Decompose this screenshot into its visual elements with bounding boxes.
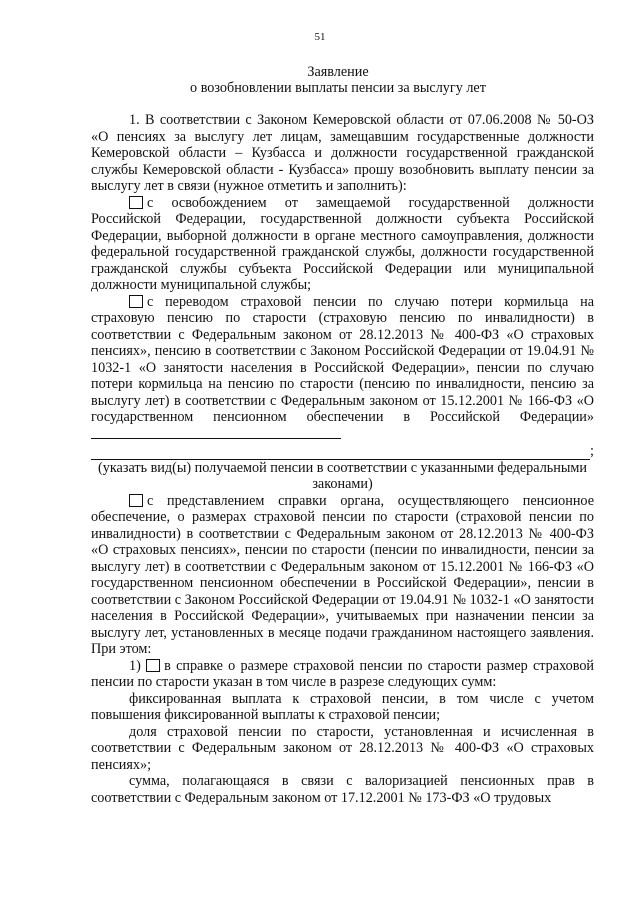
fill-in-line-inline[interactable] bbox=[91, 426, 341, 439]
option-release-text: с освобождением от замещаемой государственной должности Российской Федерации, государственной должности субъекта Российской Федерации, выборной должности в органе местного самоуправления, должности федеральной государственной гражданской службы, должности государственной гражданской службы субъекта Российской Федерации или муниципальной должности муниципальной службы; bbox=[91, 194, 594, 293]
checkbox-sub-item-1[interactable] bbox=[146, 659, 160, 672]
amount-item-insurance-share: доля страховой пенсии по старости, установленная и исчисленная в соответствии с Федеральным законом от 28.12.2013 № 400-ФЗ «О страховых пенсиях»; bbox=[91, 723, 594, 773]
fill-in-line bbox=[91, 445, 590, 460]
sub-item-1-text: в справке о размере страховой пенсии по старости размер страховой пенсии по старости указан в том числе в разрезе следующих сумм: bbox=[91, 657, 595, 690]
option-pension-transfer bbox=[91, 294, 594, 444]
pension-type-hint: (указать вид(ы) получаемой пенсии в соответствии с указанными федеральными законами) bbox=[98, 459, 587, 492]
option-certificate-text: с представлением справки органа, осуществляющего пенсионное обеспечение, о размерах страховой пенсии по старости (страховой пенсии по инвалидности) в соответствии с Федеральным законом от 28.12.2013 № 400-ФЗ «О страховых пенсиях», пенсии по старости (пенсии по инвалидности, пенсии за выслугу лет) в соответствии с Федеральным законом от 15.12.2001 № 166-ФЗ «О государственном пенсионном обеспечении в Российской Федерации», пенсии в соответствии с Законом Российской Федерации от 19.04.91 № 1032-1 «О занятости населения в Российской Федерации», учитываемых при назначении пенсии за выслугу лет, установленных в месяце подачи гражданином настоящего заявления. При этом: bbox=[91, 492, 594, 657]
sub-item-1 bbox=[91, 658, 594, 691]
pension-type-field-line-2[interactable] bbox=[91, 443, 594, 460]
amount-item-valorization: сумма, полагающаяся в связи с валоризацией пенсионных прав в соответствии с Федеральным законом от 17.12.2001 № 173-ФЗ «О трудовых bbox=[91, 773, 594, 806]
checkbox-certificate[interactable] bbox=[129, 494, 143, 507]
checkbox-pension-transfer[interactable] bbox=[129, 295, 143, 308]
line-end-semicolon: ; bbox=[590, 443, 594, 459]
checkbox-release-from-position[interactable] bbox=[129, 196, 143, 209]
amount-item-fixed-payment: фиксированная выплата к страховой пенсии, в том числе с учетом повышения фиксированной выплаты к страховой пенсии; bbox=[91, 690, 594, 723]
intro-paragraph: 1. В соответствии с Законом Кемеровской области от 07.06.2008 № 50-ОЗ «О пенсиях за выслугу лет лицам, замещавшим государственные должности Кемеровской области – Кузбасса и должности государственной гражданской службы Кемеровской области - Кузбасса» прошу возобновить выплату пенсии за выслугу лет в связи (нужное отметить и заполнить): bbox=[91, 112, 594, 194]
option-transfer-text: с переводом страховой пенсии по случаю потери кормильца на страховую пенсию по старости (страховую пенсию по инвалидности) в соответствии с Федеральным законом от 28.12.2013 № 400-ФЗ «О страховых пенсиях», пенсию в соответствии с Законом Российской Федерации от 19.04.91 № 1032-1 «О занятости населения в Российской Федерации», пенсии по случаю потери кормильца на пенсию по старости (пенсию по инвалидности, пенсию за выслугу лет) в соответствии с Федеральным законом от 15.12.2001 № 166-ФЗ «О государственном пенсионном обеспечении в Российской Федерации» bbox=[91, 293, 594, 425]
page-number: 51 bbox=[314, 31, 326, 43]
option-certificate bbox=[91, 493, 594, 658]
sub-item-1-number: 1) bbox=[129, 657, 141, 674]
option-release-from-position bbox=[91, 195, 594, 294]
document-subtitle: о возобновлении выплаты пенсии за выслугу лет bbox=[190, 80, 486, 96]
document-body bbox=[91, 112, 594, 806]
document-title: Заявление bbox=[307, 64, 369, 80]
